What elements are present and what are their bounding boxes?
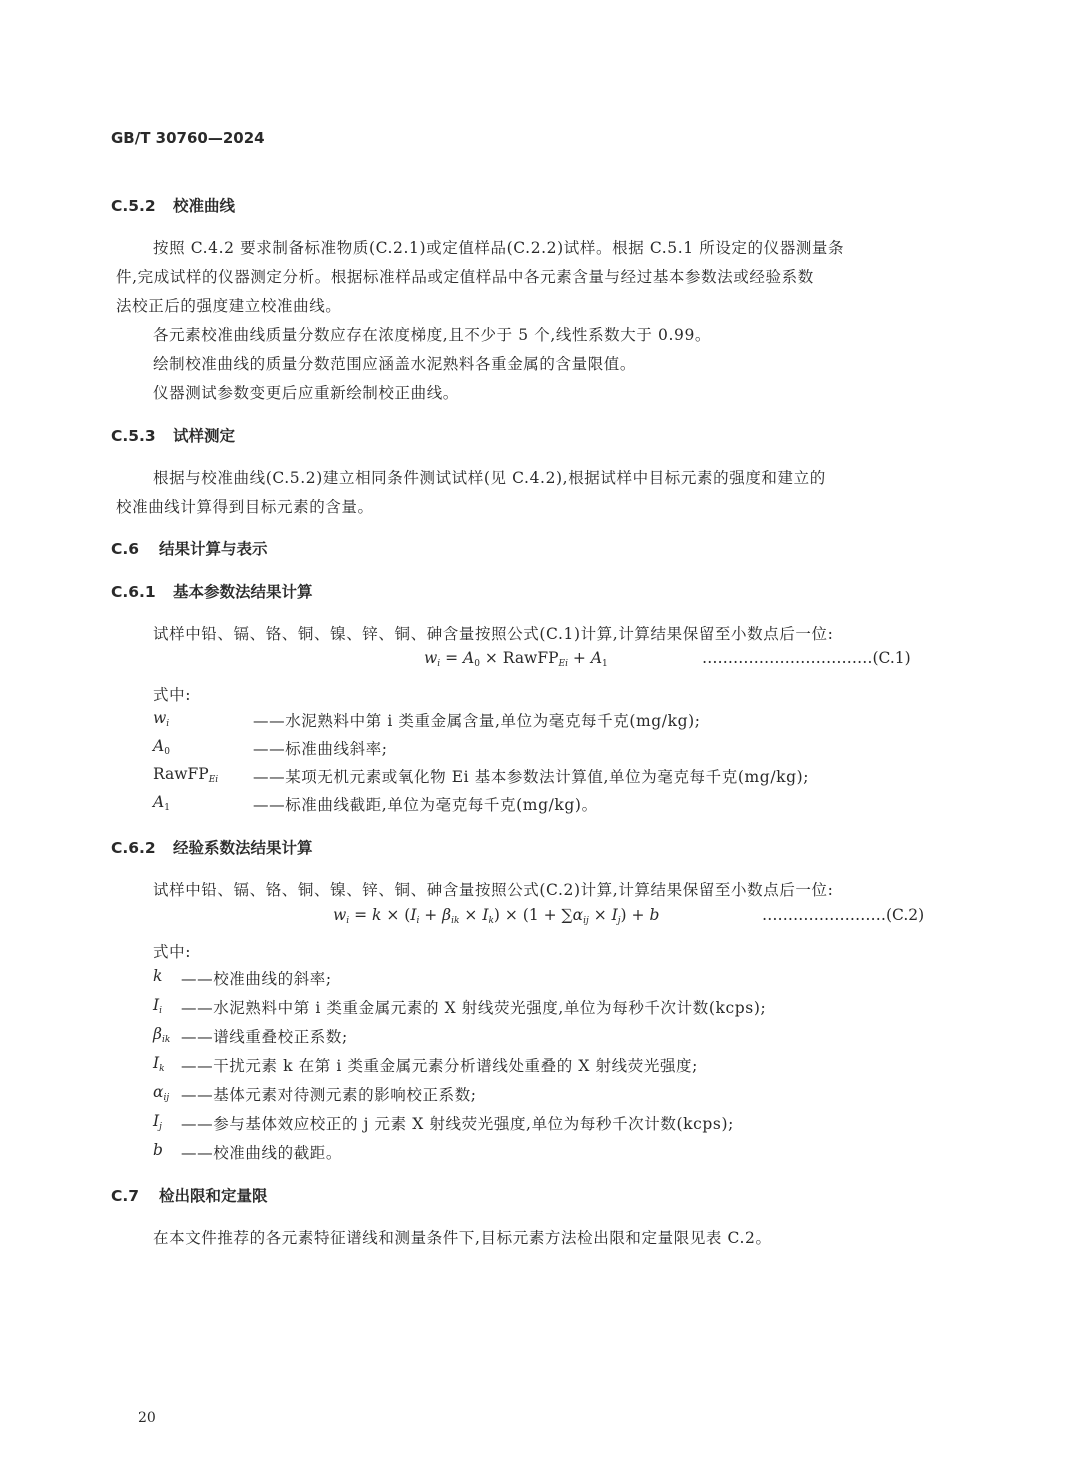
paragraph: 各元素校准曲线质量分数应存在浓度梯度,且不少于 5 个,线性系数大于 0.99。: [153, 326, 712, 344]
section-title: 试样测定: [173, 427, 236, 445]
section-number: C.6.2: [111, 839, 156, 857]
paragraph: 绘制校准曲线的质量分数范围应涵盖水泥熟料各重金属的含量限值。: [153, 355, 637, 373]
section-title: 基本参数法结果计算: [173, 583, 313, 601]
paragraph: 在本文件推荐的各元素特征谱线和测量条件下,目标元素方法检出限和定量限见表 C.2。: [153, 1229, 772, 1247]
symbol-rawfp: RawFP$_{Ei}$: [153, 765, 219, 785]
section-title: 经验系数法结果计算: [173, 839, 313, 857]
section-c53-heading: [111, 424, 235, 446]
definition-text: ——水泥熟料中第 i 类重金属元素的 X 射线荧光强度,单位为每秒千次计数(kcps);: [181, 999, 767, 1017]
section-c62-heading: [111, 836, 313, 858]
definition-text: ——水泥熟料中第 i 类重金属含量,单位为毫克每千克(mg/kg);: [253, 712, 701, 730]
paragraph-line: 根据与校准曲线(C.5.2)建立相同条件测试试样(见 C.4.2),根据试样中目标元素的强度和建立的: [153, 469, 826, 487]
section-c6-heading: [111, 537, 268, 559]
formula-intro: 试样中铅、镉、铬、铜、镍、锌、铜、砷含量按照公式(C.1)计算,计算结果保留至小数点后一位:: [153, 625, 834, 643]
paragraph-line: 按照 C.4.2 要求制备标准物质(C.2.1)或定值样品(C.2.2)试样。根据 C.5.1 所设定的仪器测量条: [153, 239, 845, 257]
definition-text: ——某项无机元素或氧化物 Ei 基本参数法计算值,单位为毫克每千克(mg/kg);: [253, 768, 810, 786]
section-title: 检出限和定量限: [159, 1187, 268, 1205]
where-label: 式中:: [153, 686, 192, 704]
section-c52-heading: [111, 194, 235, 216]
symbol-a1: $A_1$: [153, 793, 170, 813]
definition-text: ——校准曲线的斜率;: [181, 970, 332, 988]
definition-text: ——干扰元素 k 在第 i 类重金属元素分析谱线处重叠的 X 射线荧光强度;: [181, 1057, 698, 1075]
definition-text: ——标准曲线斜率;: [253, 740, 388, 758]
section-c61-heading: [111, 580, 313, 602]
section-c7-heading: [111, 1184, 268, 1206]
section-number: C.5.2: [111, 197, 156, 215]
definition-text: ——校准曲线的截距。: [181, 1144, 343, 1162]
formula-c1-number: ……………………………(C.1): [702, 649, 911, 667]
page-number: 20: [138, 1410, 156, 1426]
symbol-beta: $\beta_{ik}$: [153, 1025, 171, 1045]
where-label: 式中:: [153, 943, 192, 961]
symbol-alpha: $\alpha_{ij}$: [153, 1083, 170, 1103]
symbol-k: k: [153, 967, 163, 985]
section-title: 结果计算与表示: [159, 540, 268, 558]
symbol-ij: $I_j$: [153, 1112, 162, 1132]
section-number: C.6.1: [111, 583, 156, 601]
symbol-wi: $w_i$: [153, 709, 170, 729]
paragraph-line: 校准曲线计算得到目标元素的含量。: [116, 498, 374, 516]
formula-intro: 试样中铅、镉、铬、铜、镍、锌、铜、砷含量按照公式(C.2)计算,计算结果保留至小数点后一位:: [153, 881, 834, 899]
symbol-ik: $I_k$: [153, 1054, 165, 1074]
symbol-a0: $A_0$: [153, 737, 170, 757]
formula-c1: $w_i = A_0$ × RawFP$_{Ei}$ + $A_1$: [424, 649, 608, 669]
symbol-ii: $I_i$: [153, 996, 163, 1016]
paragraph: 仪器测试参数变更后应重新绘制校正曲线。: [153, 384, 459, 402]
section-number: C.6: [111, 540, 140, 558]
document-code: GB/T 30760—2024: [111, 129, 265, 147]
formula-c2: $w_i = k \times (I_i + \beta_{ik} \times I_k) \times (1 + \sum\alpha_{ij} \times I_j) + b$: [333, 906, 660, 926]
paragraph-line: 法校正后的强度建立校准曲线。: [116, 297, 342, 315]
definition-text: ——标准曲线截距,单位为毫克每千克(mg/kg)。: [253, 796, 598, 814]
section-title: 校准曲线: [173, 197, 236, 215]
section-number: C.7: [111, 1187, 140, 1205]
section-number: C.5.3: [111, 427, 156, 445]
formula-c2-number: ……………………(C.2): [762, 906, 925, 924]
definition-text: ——基体元素对待测元素的影响校正系数;: [181, 1086, 477, 1104]
definition-text: ——谱线重叠校正系数;: [181, 1028, 348, 1046]
paragraph-line: 件,完成试样的仪器测定分析。根据标准样品或定值样品中各元素含量与经过基本参数法或经验系数: [116, 268, 814, 286]
definition-text: ——参与基体效应校正的 j 元素 X 射线荧光强度,单位为每秒千次计数(kcps);: [181, 1115, 734, 1133]
symbol-b: b: [153, 1141, 163, 1159]
